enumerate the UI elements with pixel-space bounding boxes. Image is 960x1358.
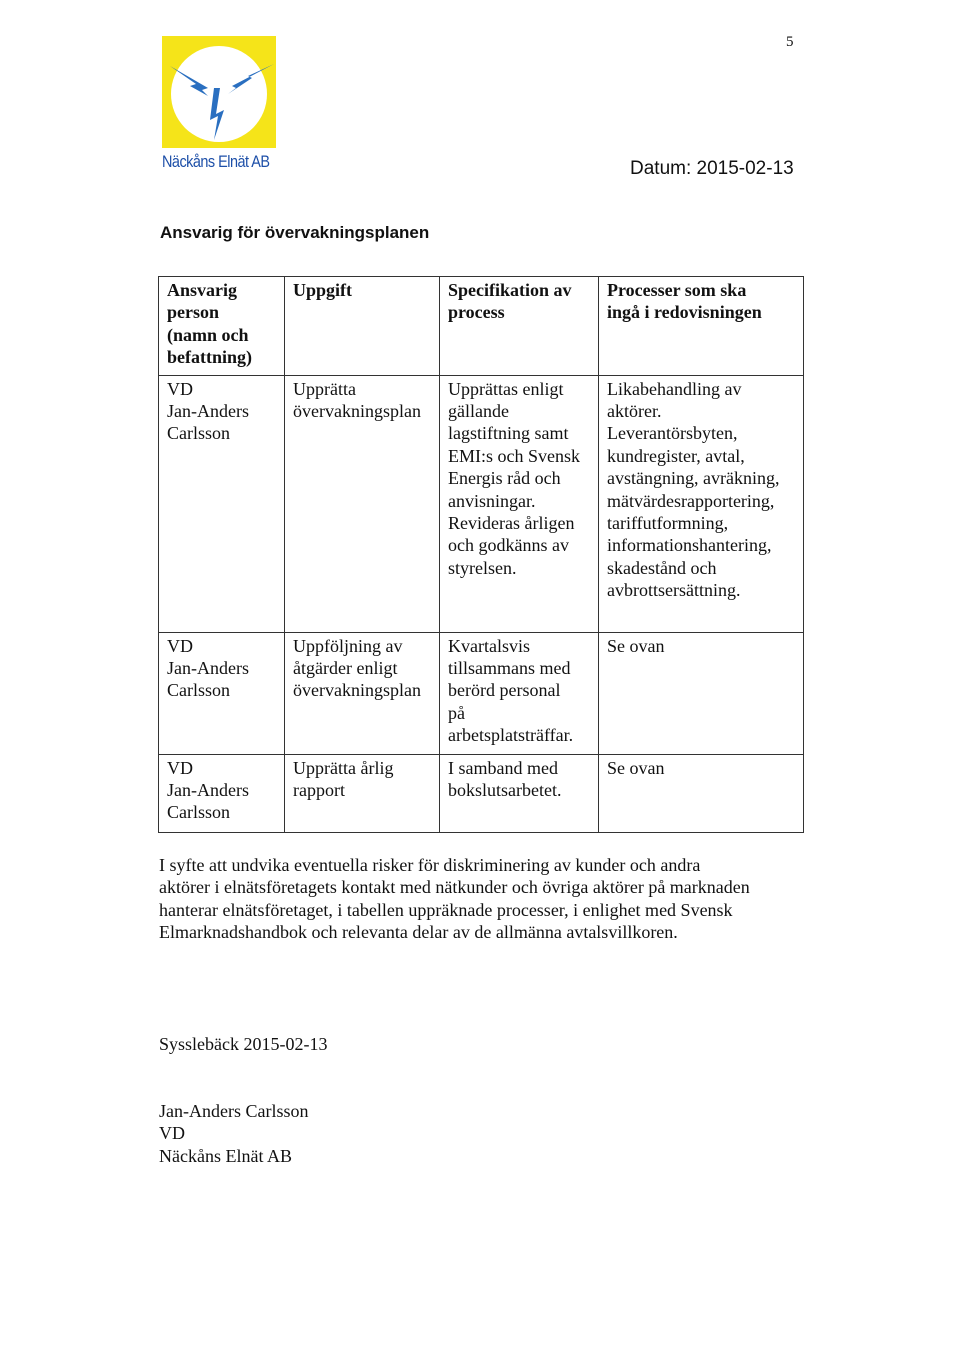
header-processes-in-report: Processer som ska ingå i redovisningen xyxy=(599,277,804,376)
cell-responsible: VD Jan-Anders Carlsson xyxy=(159,754,285,832)
signer-name: Jan-Anders Carlsson xyxy=(159,1101,309,1121)
header-process-specification: Specifikation av process xyxy=(440,277,599,376)
responsibility-table xyxy=(158,276,804,833)
header-task: Uppgift xyxy=(285,277,440,376)
cell-task: Uppföljning av åtgärder enligt övervakningsplan xyxy=(285,632,440,754)
table-header-row xyxy=(159,277,804,376)
cell-specification: Kvartalsvis tillsammans med berörd personal på arbetsplatsträffar. xyxy=(440,632,599,754)
table-row xyxy=(159,754,804,832)
table-row xyxy=(159,375,804,632)
cell-task: Upprätta årlig rapport xyxy=(285,754,440,832)
cell-specification: I samband med bokslutsarbetet. xyxy=(440,754,599,832)
lightning-bolt-icon xyxy=(162,36,276,148)
header-responsible-person: Ansvarig person (namn och befattning) xyxy=(159,277,285,376)
signer-title: VD xyxy=(159,1123,185,1144)
place-and-date: Sysslebäck 2015-02-13 xyxy=(159,1034,328,1054)
cell-task: Upprätta övervakningsplan xyxy=(285,375,440,632)
body-paragraph: I syfte att undvika eventuella risker för diskriminering av kunder och andra aktörer i elnätsföretagets kontakt med nätkunder och övriga aktörer på marknaden hanterar elnätsföretaget, i tabellen uppräknade processer, i enlighet med Svensk Elmarknadshandbok och relevanta delar av de allmänna avtalsvillkoren. xyxy=(159,855,750,943)
page-number: 5 xyxy=(786,34,794,50)
cell-specification: Upprättas enligt gällande lagstiftning samt EMI:s och Svensk Energis råd och anvisningar. Revideras årligen och godkänns av styrelsen. xyxy=(440,375,599,632)
table-row xyxy=(159,632,804,754)
cell-processes: Likabehandling av aktörer. Leverantörsbyten, kundregister, avtal, avstängning, avräkning, mätvärdesrapportering, tariffutformning, informationshantering, skadestånd och avbrottsersättning. xyxy=(599,375,804,632)
signer-company: Näckåns Elnät AB xyxy=(159,1145,292,1166)
company-logo xyxy=(162,36,276,176)
signature-block xyxy=(159,1100,308,1167)
cell-processes: Se ovan xyxy=(599,632,804,754)
logo-badge xyxy=(162,36,276,148)
cell-processes: Se ovan xyxy=(599,754,804,832)
logo-company-name: Näckåns Elnät AB xyxy=(162,152,270,171)
section-heading: Ansvarig för övervakningsplanen xyxy=(160,223,430,242)
cell-responsible: VD Jan-Anders Carlsson xyxy=(159,632,285,754)
cell-responsible: VD Jan-Anders Carlsson xyxy=(159,375,285,632)
document-date: Datum: 2015-02-13 xyxy=(630,158,794,179)
